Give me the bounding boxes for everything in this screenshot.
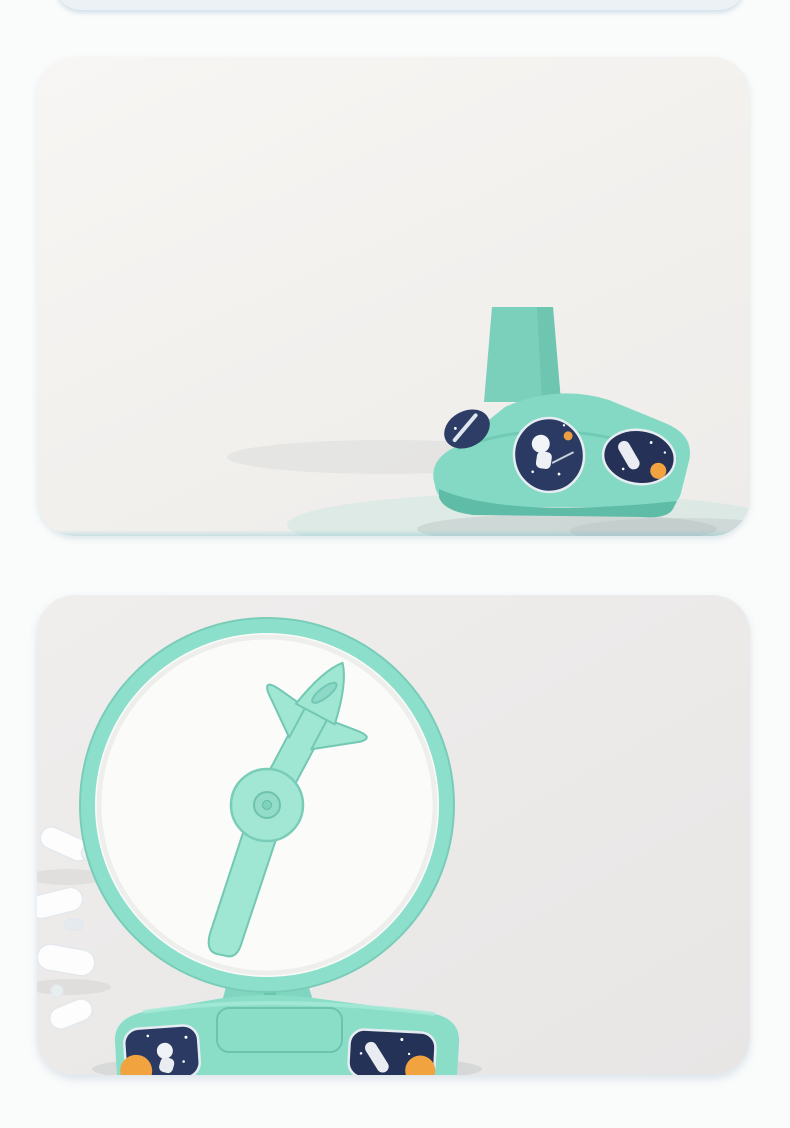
duo-text-block	[82, 160, 344, 202]
balance-table-photo	[37, 57, 750, 536]
table-base	[433, 393, 690, 517]
stand-sticker-astronaut	[117, 1024, 201, 1075]
section-play-duo	[37, 57, 750, 536]
previous-card-remnant	[55, 0, 745, 11]
table-leg	[484, 307, 561, 402]
trio-text-block	[503, 661, 741, 713]
section-play-trio	[37, 595, 750, 1075]
spinner-wheel[interactable]	[80, 618, 454, 992]
stand-sticker-rocket	[348, 1029, 438, 1075]
